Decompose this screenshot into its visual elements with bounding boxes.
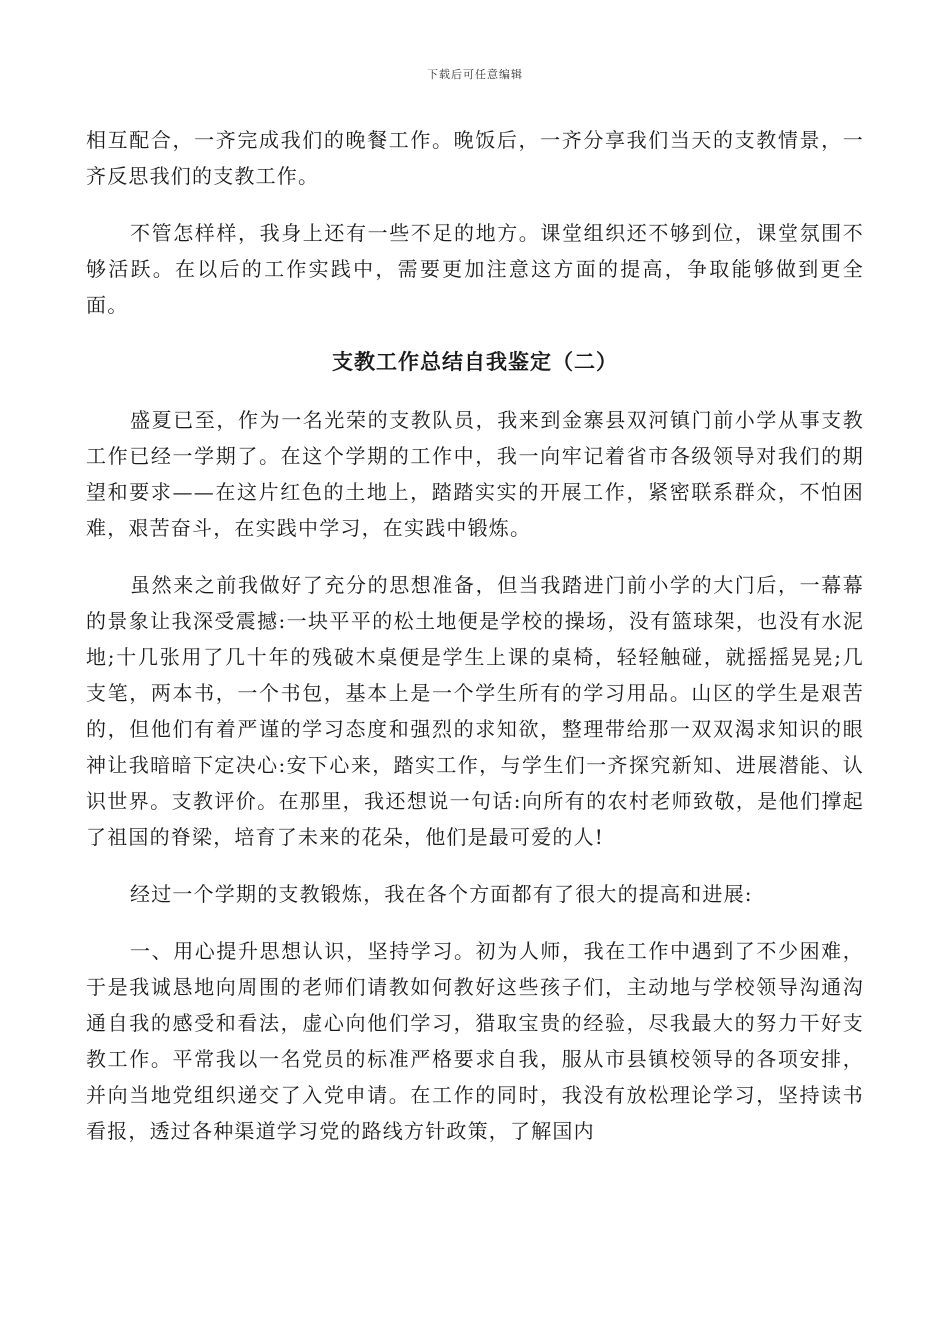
- paragraph-continued: 相互配合，一齐完成我们的晚餐工作。晚饭后，一齐分享我们当天的支教情景，一齐反思我们的支教工作。: [86, 128, 864, 188]
- paragraph-intro: 盛夏已至，作为一名光荣的支教队员，我来到金寨县双河镇门前小学从事支教工作已经一学期了。在这个学期的工作中，我一向牢记着省市各级领导对我们的期望和要求——在这片红色的土地上，踏踏实实的开展工作，紧密联系群众，不怕困难，艰苦奋斗，在实践中学习，在实践中锻炼。: [86, 408, 864, 540]
- paragraph-impressions: 虽然来之前我做好了充分的思想准备，但当我踏进门前小学的大门后，一幕幕的景象让我深受震撼:一块平平的松土地便是学校的操场，没有篮球架，也没有水泥地;十几张用了几十年的残破木桌便是学生上课的桌椅，轻轻触碰，就摇摇晃晃;几支笔，两本书，一个书包，基本上是一个学生所有的学习用品。山区的学生是艰苦的，但他们有着严谨的学习态度和强烈的求知欲，整理带给那一双双渴求知识的眼神让我暗暗下定决心:安下心来，踏实工作，与学生们一齐探究新知、进展潜能、认识世界。支教评价。在那里，我还想说一句话:向所有的农村老师致敬，是他们撑起了祖国的脊梁，培育了未来的花朵，他们是最可爱的人!: [86, 573, 864, 849]
- paragraph-shortcomings: 不管怎样样，我身上还有一些不足的地方。课堂组织还不够到位，课堂氛围不够活跃。在以后的工作实践中，需要更加注意这方面的提高，争取能够做到更全面。: [86, 221, 864, 317]
- page-header: 下载后可任意编辑: [427, 68, 523, 81]
- paragraph-point-one: 一、用心提升思想认识，坚持学习。初为人师，我在工作中遇到了不少困难，于是我诚恳地向周围的老师们请教如何教好这些孩子们，主动地与学校领导沟通沟通自我的感受和看法，虚心向他们学习，猎取宝贵的经验，尽我最大的努力干好支教工作。平常我以一名党员的标准严格要求自我，服从市县镇校领导的各项安排，并向当地党组织递交了入党申请。在工作的同时，我没有放松理论学习，坚持读书看报，透过各种渠道学习党的路线方针政策，了解国内: [86, 939, 864, 1143]
- document-body: [86, 122, 864, 1170]
- section-title: 支教工作总结自我鉴定（二）: [332, 349, 618, 374]
- paragraph-progress: 经过一个学期的支教锻炼，我在各个方面都有了很大的提高和进展:: [130, 882, 753, 906]
